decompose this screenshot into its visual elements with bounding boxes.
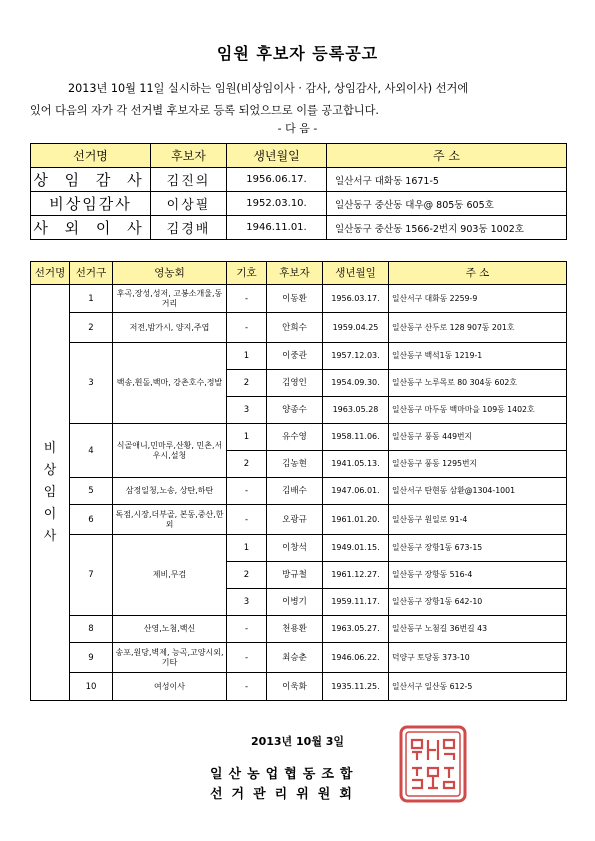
candidate-name: 오광규 xyxy=(267,505,323,535)
farm-groups: 제비,무검 xyxy=(113,535,227,616)
candidate-name: 이동환 xyxy=(267,285,323,313)
issue-date: 2013년 10월 3일 xyxy=(250,735,345,748)
farm-groups: 저전,밤가시, 양지,주엽 xyxy=(113,313,227,343)
candidate-name: 이창석 xyxy=(267,535,323,562)
header-candidate: 후보자 xyxy=(267,262,323,285)
farm-groups: 백송,휜돌,백마, 강촌호수,정발 xyxy=(113,343,227,424)
address: 일산동구 장항동 516-4 xyxy=(389,562,567,589)
candidate-table-directors xyxy=(30,261,567,701)
district-number: 4 xyxy=(70,424,113,478)
organization-name: 일산농업협동조합 xyxy=(210,767,359,782)
candidate-name: 이욱화 xyxy=(267,673,323,701)
candidate-name: 양종수 xyxy=(267,397,323,424)
birthdate: 1956.06.17. xyxy=(227,168,327,192)
symbol-number: 1 xyxy=(227,343,267,370)
symbol-number: 2 xyxy=(227,562,267,589)
district-number: 1 xyxy=(70,285,113,313)
symbol-number: - xyxy=(227,643,267,673)
intro-line-2: 있어 다음의 자가 각 선거별 후보자로 등록 되었으므로 이를 공고합니다. xyxy=(30,104,379,117)
district-number: 5 xyxy=(70,478,113,505)
candidate-name: 김경배 xyxy=(151,216,227,240)
header-address: 주 소 xyxy=(327,144,567,168)
symbol-number: - xyxy=(227,505,267,535)
document-title: 임원 후보자 등록공고 xyxy=(216,44,379,63)
table-row xyxy=(31,535,567,562)
election-name-text: 비 상 임 이 사 xyxy=(43,440,57,544)
candidate-name: 유수영 xyxy=(267,424,323,451)
address: 일산동구 원일로 91-4 xyxy=(389,505,567,535)
table-row xyxy=(31,505,567,535)
candidate-name: 방규철 xyxy=(267,562,323,589)
birthdate: 1949.01.15. xyxy=(323,535,389,562)
district-number: 6 xyxy=(70,505,113,535)
table-row xyxy=(31,616,567,643)
candidate-name: 최승춘 xyxy=(267,643,323,673)
farm-groups: 후곡,장성,성저, 고봉소개울,동거리 xyxy=(113,285,227,313)
birthdate: 1947.06.01. xyxy=(323,478,389,505)
candidate-name: 이병기 xyxy=(267,589,323,616)
intro-paragraph xyxy=(30,78,570,122)
header-address: 주 소 xyxy=(389,262,567,285)
farm-groups: 여성이사 xyxy=(113,673,227,701)
candidate-name: 이중관 xyxy=(267,343,323,370)
address: 일산동구 노첨길 36번길 43 xyxy=(389,616,567,643)
table-row xyxy=(31,343,567,370)
table-row xyxy=(31,424,567,451)
table-row xyxy=(31,478,567,505)
table-row xyxy=(31,673,567,701)
table-row xyxy=(31,192,567,216)
farm-groups: 식골애니,민마루,산황, 민촌,서우시,설청 xyxy=(113,424,227,478)
district-number: 7 xyxy=(70,535,113,616)
birthdate: 1959.11.17. xyxy=(323,589,389,616)
header-election: 선거명 xyxy=(31,262,70,285)
address: 덕양구 토당동 373-10 xyxy=(389,643,567,673)
candidate-name: 안희수 xyxy=(267,313,323,343)
table-row xyxy=(31,643,567,673)
district-number: 2 xyxy=(70,313,113,343)
address: 일산동구 장항1동 673-15 xyxy=(389,535,567,562)
official-seal-icon xyxy=(398,724,468,804)
symbol-number: 2 xyxy=(227,451,267,478)
birthdate: 1959.04.25 xyxy=(323,313,389,343)
address: 일산동구 중산동 대우@ 805동 605호 xyxy=(327,192,567,216)
symbol-number: 3 xyxy=(227,397,267,424)
birthdate: 1941.05.13. xyxy=(323,451,389,478)
birthdate: 1935.11.25. xyxy=(323,673,389,701)
birthdate: 1952.03.10. xyxy=(227,192,327,216)
symbol-number: 2 xyxy=(227,370,267,397)
table-row xyxy=(31,168,567,192)
candidate-name: 천용환 xyxy=(267,616,323,643)
birthdate: 1963.05.28 xyxy=(323,397,389,424)
birthdate: 1946.11.01. xyxy=(227,216,327,240)
address: 일산동구 노루목로 80 304동 602호 xyxy=(389,370,567,397)
birthdate: 1957.12.03. xyxy=(323,343,389,370)
symbol-number: - xyxy=(227,285,267,313)
table-row xyxy=(31,216,567,240)
election-name-vertical xyxy=(31,285,70,701)
symbol-number: - xyxy=(227,616,267,643)
header-birthdate: 생년월일 xyxy=(323,262,389,285)
birthdate: 1961.01.20. xyxy=(323,505,389,535)
address: 일산서구 대화동 2259-9 xyxy=(389,285,567,313)
address: 일산동구 마두동 백마마을 109동 1402호 xyxy=(389,397,567,424)
symbol-number: 1 xyxy=(227,424,267,451)
district-number: 10 xyxy=(70,673,113,701)
birthdate: 1954.09.30. xyxy=(323,370,389,397)
header-election: 선거명 xyxy=(31,144,151,168)
header-farm-groups: 영농회 xyxy=(113,262,227,285)
candidate-name: 김농현 xyxy=(267,451,323,478)
election-name: 비상임감사 xyxy=(31,192,151,216)
birthdate: 1946.06.22. xyxy=(323,643,389,673)
dagum-heading: - 다 음 - xyxy=(277,122,318,135)
candidate-name: 김진의 xyxy=(151,168,227,192)
symbol-number: 3 xyxy=(227,589,267,616)
birthdate: 1963.05.27. xyxy=(323,616,389,643)
table-row xyxy=(31,285,567,313)
address: 일산서구 탄현동 삼환@1304-1001 xyxy=(389,478,567,505)
farm-groups: 독점,시장,더부골, 본동,중산,한외 xyxy=(113,505,227,535)
symbol-number: 1 xyxy=(227,535,267,562)
table2-header-row xyxy=(31,262,567,285)
farm-groups: 삼정일청,노송, 상탄,하탄 xyxy=(113,478,227,505)
symbol-number: - xyxy=(227,673,267,701)
address: 일산동구 산두로 128 907동 201호 xyxy=(389,313,567,343)
farm-groups: 송포,원당,벽제, 능곡,고양시외,기타 xyxy=(113,643,227,673)
district-number: 3 xyxy=(70,343,113,424)
address: 일산동구 풍동 449번지 xyxy=(389,424,567,451)
address: 일산서구 대화동 1671-5 xyxy=(327,168,567,192)
address: 일산동구 백석1동 1219-1 xyxy=(389,343,567,370)
candidate-table-officers xyxy=(30,143,567,240)
birthdate: 1958.11.06. xyxy=(323,424,389,451)
address: 일산동구 장항1동 642-10 xyxy=(389,589,567,616)
birthdate: 1956.03.17. xyxy=(323,285,389,313)
intro-line-1: 2013년 10월 11일 실시하는 임원(비상임이사 · 감사, 상임감사, 사외이사) 선거에 xyxy=(68,82,469,95)
committee-name: 선거관리위원회 xyxy=(210,787,361,802)
header-district: 선거구 xyxy=(70,262,113,285)
header-birthdate: 생년월일 xyxy=(227,144,327,168)
farm-groups: 산영,노첨,백신 xyxy=(113,616,227,643)
header-symbol: 기호 xyxy=(227,262,267,285)
table1-header-row xyxy=(31,144,567,168)
address: 일산동구 풍동 1295번지 xyxy=(389,451,567,478)
district-number: 9 xyxy=(70,643,113,673)
table-row xyxy=(31,313,567,343)
header-candidate: 후보자 xyxy=(151,144,227,168)
candidate-name: 이상필 xyxy=(151,192,227,216)
address: 일산동구 중산동 1566-2번지 903동 1002호 xyxy=(327,216,567,240)
candidate-name: 김배수 xyxy=(267,478,323,505)
symbol-number: - xyxy=(227,478,267,505)
district-number: 8 xyxy=(70,616,113,643)
election-name: 상 임 감 사 xyxy=(31,168,151,192)
candidate-name: 김영인 xyxy=(267,370,323,397)
election-name: 사 외 이 사 xyxy=(31,216,151,240)
address: 일산서구 일산동 612-5 xyxy=(389,673,567,701)
birthdate: 1961.12.27. xyxy=(323,562,389,589)
symbol-number: - xyxy=(227,313,267,343)
